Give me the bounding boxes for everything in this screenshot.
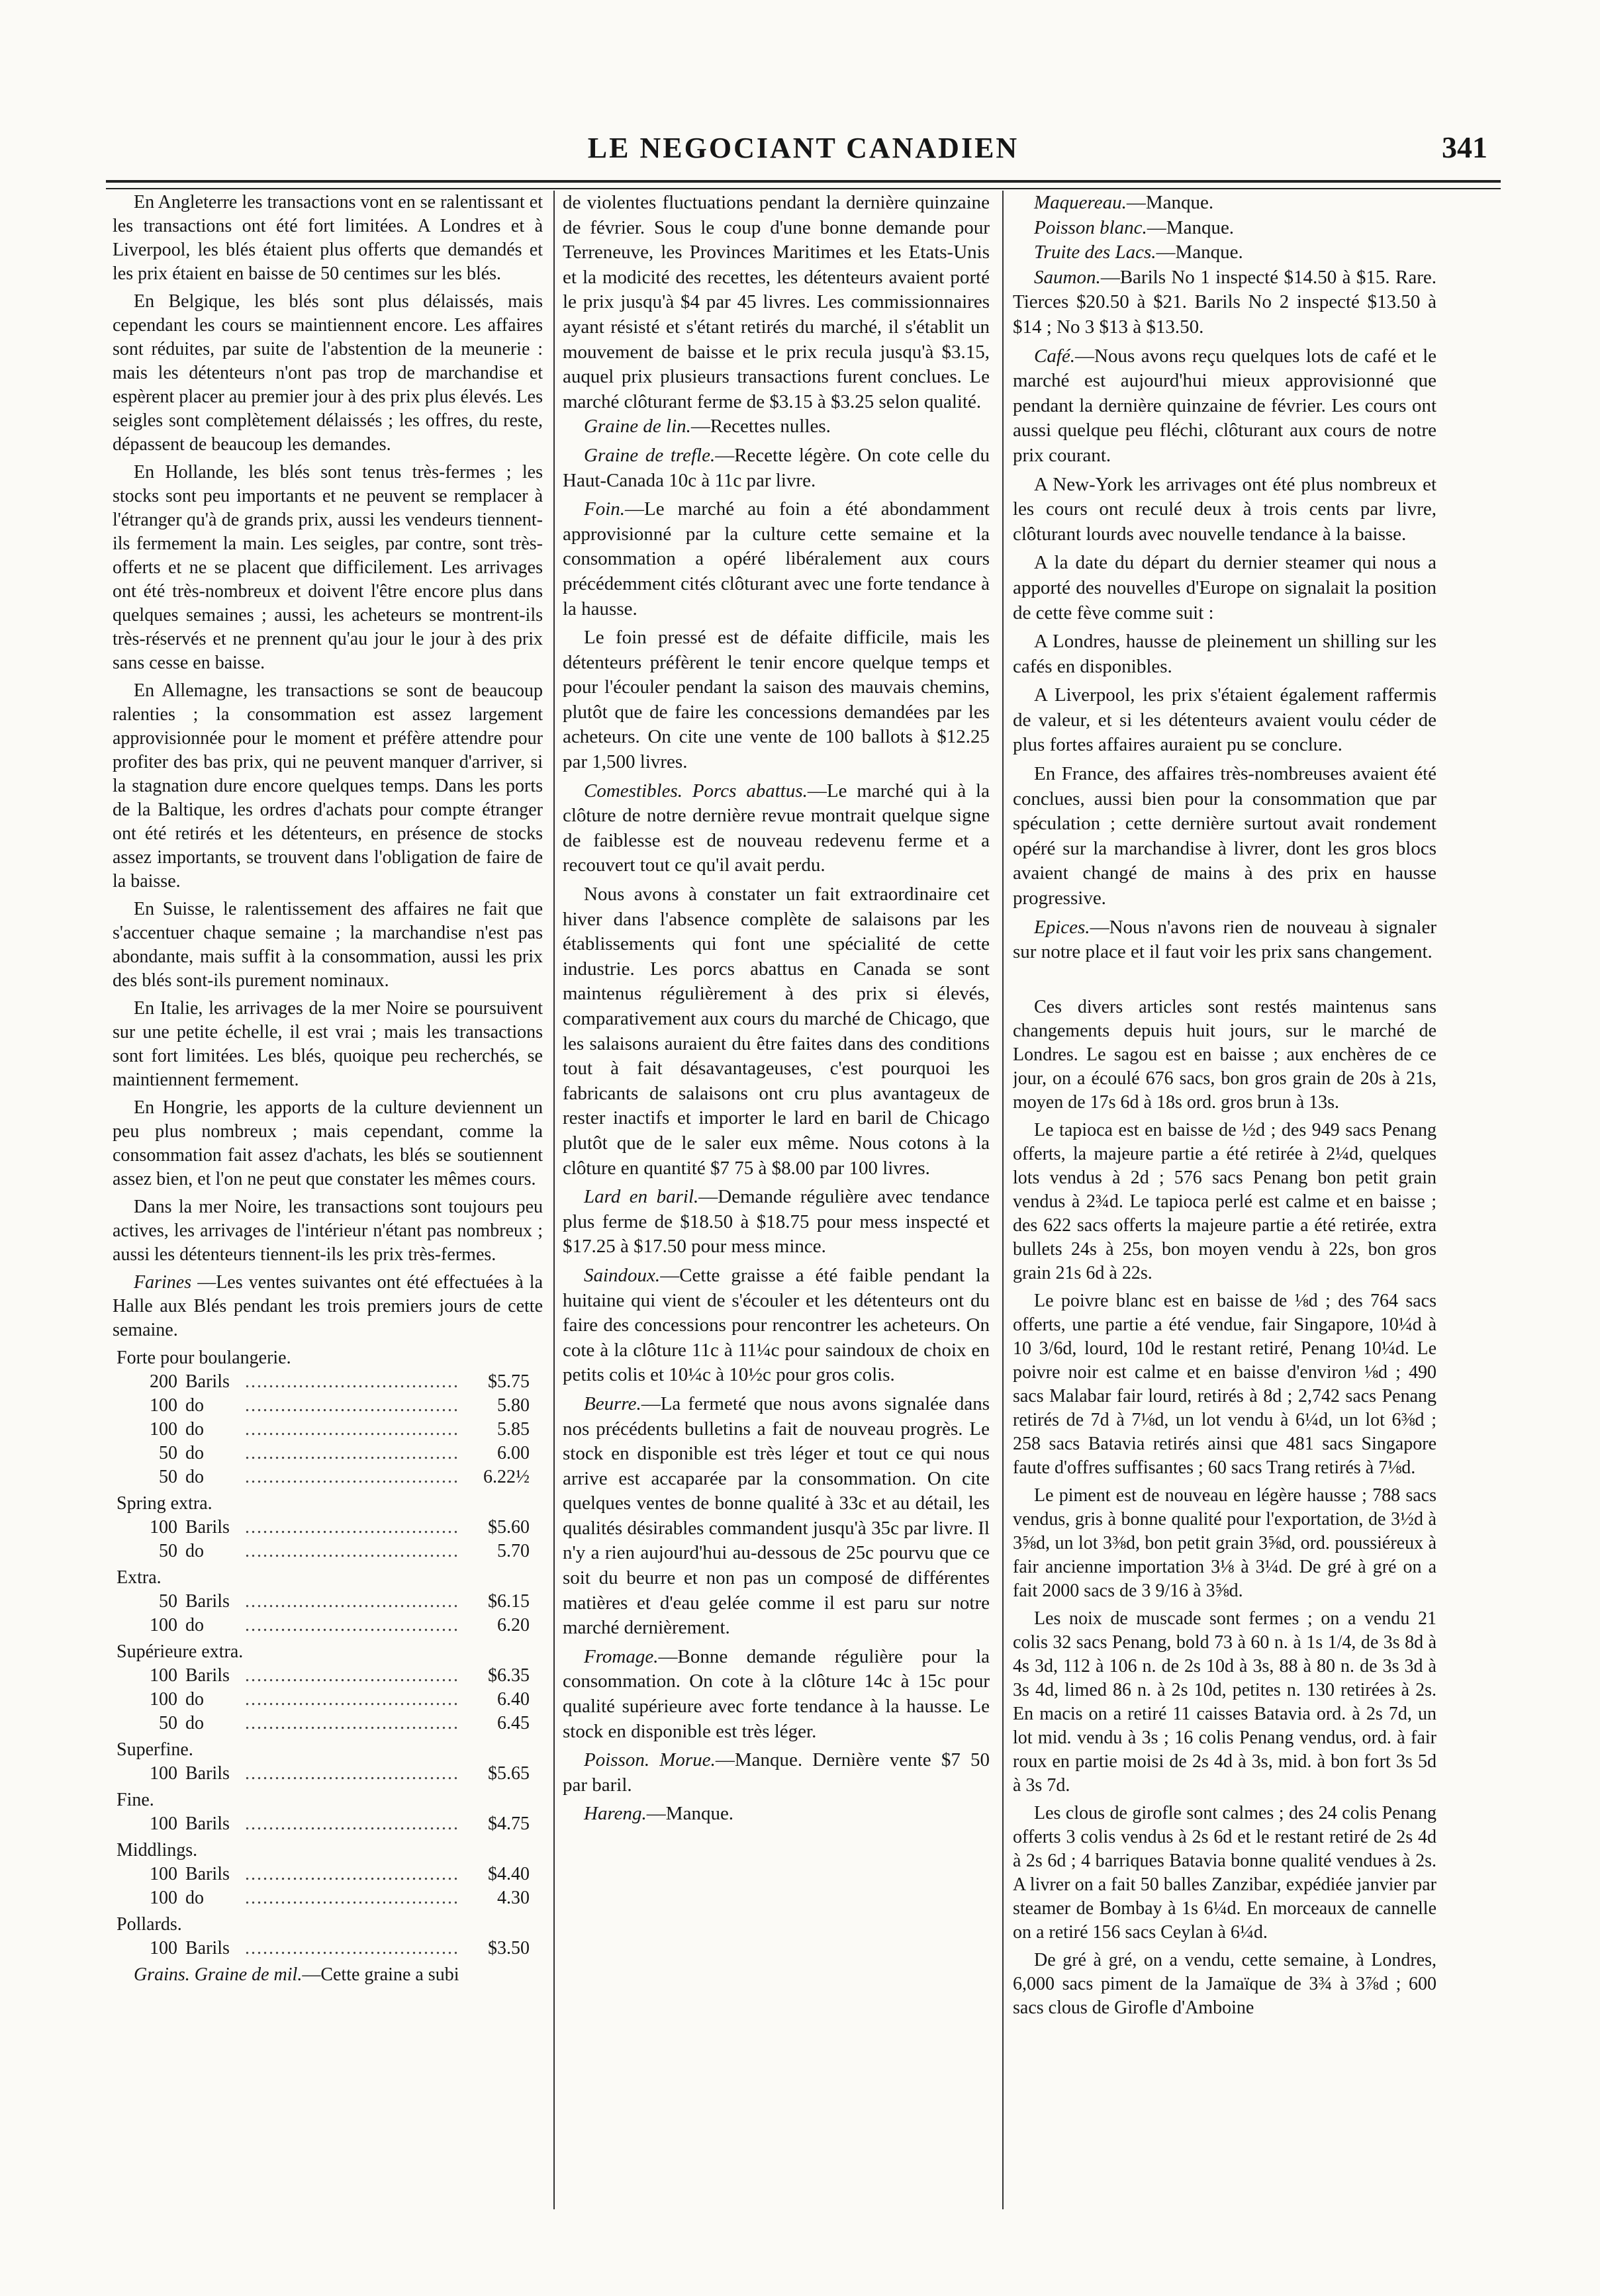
beurre-heading: Beurre.	[584, 1393, 641, 1414]
paragraph-girofle: Les clous de girofle sont calmes ; des 24 colis Penang offerts 3 colis vendus à 2s 6d et le restant retiré de 2s 4d à 2s 6d ; 4 barriques Batavia bonne qualité vendues à 2s. A livrer on a fait 50 balles Zanzibar, expédiée janvier par steamer de Bombay à 1s 6¼d. En morceaux de cannelle on a retiré 156 sacs Ceylan à 6¼d.	[1013, 1802, 1436, 1943]
farines-heading: Farines	[134, 1272, 192, 1293]
price-leaders: ....................................	[245, 1713, 459, 1733]
paragraph-france: En France, des affaires très-nombreuses avaient été conclues, aussi bien pour la consommation que par spéculation ; cette dernière surtout avait rondement opéré sur la marchandise à livrer, dont les gros blocs avaient changé de mains à des prix en hausse progressive.	[1013, 763, 1436, 909]
paragraph-salaisons: Nous avons à constater un fait extraordinaire cet hiver dans l'absence complète de salaisons par les établissements qui font une spécialité de cette industrie. Les porcs abattus en Canada se sont maintenus régulièrement à des prix si élevés, comparativement aux cours du marché de Chicago, que les salaisons auraient du être faites dans des conditions tout à fait désavantageuses, c'est pourquoi les fabricants de salaisons ont cru plus avantageux de rester inactifs et importer le lard en baril de Chicago plutôt que de le saler eux même. Nous cotons à la clôture en quantité $7 75 à $8.00 par 100 livres.	[563, 884, 990, 1179]
price-quantity: 100	[150, 1395, 177, 1416]
comestibles-heading: Comestibles. Porcs abattus.	[584, 780, 808, 802]
paragraph-graine-lin	[563, 414, 990, 439]
price-group-heading: Pollards.	[117, 1914, 182, 1935]
saumon-heading: Saumon.	[1034, 266, 1101, 288]
price-unit: Barils	[185, 1371, 230, 1392]
price-unit: do	[185, 1888, 204, 1908]
price-value: $3.50	[488, 1938, 530, 1958]
paragraph-grains	[113, 1963, 543, 1987]
paragraph-poivre: Le poivre blanc est en baisse de ⅛d ; des 764 sacs offerts, une partie a été vendue, fair Singapore, 10¼d à 10 3/6d, lourd, 10d le restant retiré, Penang 10¼d. Le poivre noir est calme et en baisse d'environ ⅛d ; 490 sacs Malabar fair lourd, retirés à 8d ; 2,742 sacs Penang retirés de 7d à 7⅛d, un lot vendu à 6¼d, un lot 6⅜d ; 258 sacs Batavia retirés ainsi que 481 sacs Singapore faute d'offres suffisantes ; 60 sacs Trang retirés à 7⅛d.	[1013, 1290, 1436, 1478]
price-unit: do	[185, 1689, 204, 1710]
price-line	[113, 1516, 543, 1539]
price-value: 6.00	[497, 1443, 530, 1463]
poisson-blanc-heading: Poisson blanc.	[1034, 216, 1147, 238]
price-line	[113, 1812, 543, 1836]
price-quantity: 100	[150, 1517, 177, 1538]
paragraph-cafe	[1013, 344, 1436, 469]
lard-heading: Lard en baril.	[584, 1186, 699, 1208]
price-quantity: 100	[150, 1763, 177, 1784]
hareng-text: —Manque.	[646, 1803, 734, 1825]
paragraph-sagou: Ces divers articles sont restés maintenus sans changements depuis huit jours, sur le marché de Londres. Le sagou est en baisse ; aux enchères de ce jour, on a écoulé 676 sacs, bon gros grain de 20s à 21s, moyen de 17s 6d à 18s ord. gros brun à 13s.	[1013, 996, 1436, 1113]
price-quantity: 50	[159, 1541, 177, 1561]
paragraph-poisson	[563, 1748, 990, 1798]
price-leaders: ....................................	[245, 1938, 459, 1958]
price-leaders: ....................................	[245, 1591, 459, 1612]
header-rule	[106, 180, 1501, 189]
flour-price-list	[113, 1346, 543, 1960]
price-quantity: 200	[150, 1371, 177, 1392]
paragraph-epices	[1013, 915, 1436, 965]
price-leaders: ....................................	[245, 1763, 459, 1784]
price-value: 5.70	[497, 1541, 530, 1561]
lin-heading: Graine de lin.	[584, 416, 691, 437]
section-gap	[1013, 969, 1436, 995]
column-2	[563, 191, 990, 2209]
price-unit: Barils	[185, 1814, 230, 1834]
price-unit: do	[185, 1541, 204, 1561]
price-leaders: ....................................	[245, 1665, 459, 1686]
price-value: $6.15	[488, 1591, 530, 1612]
price-quantity: 50	[159, 1591, 177, 1612]
maquereau-text: —Manque.	[1126, 192, 1214, 213]
paragraph-tapioca: Le tapioca est en baisse de ½d ; des 949 sacs Penang offerts, la majeure partie a été retirée à 2¼d, quelques lots vendus à 2d ; 576 sacs Penang bon petit grain vendus à 2¾d. Le tapioca perlé est calme et en baisse ; des 622 sacs offerts la majeure partie a été retirée, extra bullets 24s à 25s, bon moyen vendu à 22s, bon gros grain 21s 6d à 22s.	[1013, 1119, 1436, 1283]
poisson-heading: Poisson. Morue.	[584, 1749, 716, 1771]
price-leaders: ....................................	[245, 1615, 459, 1635]
price-line	[113, 1712, 543, 1735]
price-quantity: 100	[150, 1864, 177, 1884]
trefle-text: —Recette légère. On cote celle du Haut-Canada 10c à 11c par livre.	[563, 444, 990, 491]
poisson-text: —Manque. Dernière vente $7 50 par baril.	[563, 1749, 990, 1796]
price-group	[113, 1566, 543, 1637]
lard-text: —Demande régulière avec tendance plus ferme de $18.50 à $18.75 pour mess inspecté et $17.25 à $17.50 pour mess mince.	[563, 1186, 990, 1258]
price-leaders: ....................................	[245, 1395, 459, 1416]
price-line	[113, 1418, 543, 1442]
column-3	[1013, 191, 1436, 2209]
paragraph-mer-noire: Dans la mer Noire, les transactions sont toujours peu actives, les arrivages de l'intérieur n'étant pas nombreux ; aussi les détenteurs tiennent-ils les prix très-fermes.	[113, 1197, 543, 1265]
price-leaders: ....................................	[245, 1689, 459, 1710]
fromage-heading: Fromage.	[584, 1645, 659, 1667]
price-group	[113, 1640, 543, 1735]
paragraph-muscade: Les noix de muscade sont fermes ; on a vendu 21 colis 32 sacs Penang, bold 73 à 60 n. à 1s 1/4, de 3s 8d à 4s 3d, 112 à 106 n. de 2s 10d à 3s, 88 à 80 n. de 3s 3d à 3s 4d, limed 86 n. à 2s 10d, petites n. 130 retirées à 2s. En macis on a retiré 11 caisses Batavia ord. à 2s 7d, un lot mid. vendu à 3s ; 16 colis Penang vendus, ord. à fair roux en partie moisi de 2s 4d à 3s, mid. à bon fort 3s 5d à 3s 7d.	[1013, 1608, 1436, 1796]
price-line	[113, 1886, 543, 1910]
maquereau-heading: Maquereau.	[1034, 192, 1127, 213]
price-group	[113, 1788, 543, 1836]
price-line	[113, 1370, 543, 1394]
foin-text: —Le marché au foin a été abondamment approvisionné par la culture cette semaine et la consommation a opéré libéralement aux cours précédemment cités clôturant avec une forte tendance à la hausse.	[563, 498, 990, 620]
price-group	[113, 1738, 543, 1786]
paragraph-suisse: En Suisse, le ralentissement des affaires ne fait que s'accentuer chaque semaine ; la marchandise n'est pas abondante, mais suffit à la consommation, aussi les prix des blés sont-ils purement nominaux.	[113, 899, 543, 991]
price-value: 6.45	[497, 1713, 530, 1733]
price-leaders: ....................................	[245, 1541, 459, 1561]
paragraph-fromage	[563, 1645, 990, 1744]
cafe-text: —Nous avons reçu quelques lots de café et le marché est aujourd'hui mieux approvisionné que pendant la dernière quinzaine de février. Les cours ont aussi quelque peu fléchi, clôturant aux cours de notre prix courant.	[1013, 345, 1436, 466]
price-leaders: ....................................	[245, 1888, 459, 1908]
price-leaders: ....................................	[245, 1864, 459, 1884]
farines-text: —Les ventes suivantes ont été effectuées à la Halle aux Blés pendant les trois premiers jours de cette semaine.	[113, 1272, 543, 1340]
paragraph-allemagne: En Allemagne, les transactions se sont de beaucoup ralenties ; la consommation est assez largement approvisionnée pour le moment et préfère attendre pour profiter des bas prix, qui ne peuvent manquer d'arriver, si la stagnation dure encore quelques temps. Dans les ports de la Baltique, les ordres d'achats pour compte étranger ont été retirés et les détenteurs, en présence de stocks assez importants, se trouvent dans l'obligation de faire de la baisse.	[113, 680, 543, 892]
paragraph-hollande: En Hollande, les blés sont tenus très-fermes ; les stocks sont peu importants et ne peuvent se remplacer à l'étranger qu'à de grands prix, aussi les vendeurs tiennent-ils fermement la main. Les seigles, par contre, sont très-offerts et ne se placent que difficilement. Les arrivages ont été très-nombreux et doivent l'être encore plus dans quelques semaines ; aussi, les acheteurs se montrent-ils très-réservés et ne prennent qu'au jour le jour à des prix sans cesse en baisse.	[113, 462, 543, 673]
paragraph-mil-continued: de violentes fluctuations pendant la dernière quinzaine de février. Sous le coup d'une bonne demande pour Terreneuve, les Provinces Maritimes et les Etats-Unis et la modicité des recettes, les détenteurs avaient porté le prix jusqu'à $4 par 45 livres. Les commissionnaires ayant résisté et s'étant retirés du marché, il s'établit un mouvement de baisse et le prix recula jusqu'à $3.15, auquel prix plusieurs transactions furent conclues. Le marché clôturant ferme de $3.15 à $3.25 selon qualité.	[563, 192, 990, 412]
truite-text: —Manque.	[1156, 242, 1243, 263]
price-unit: do	[185, 1615, 204, 1635]
paragraph-gre-a-gre: De gré à gré, on a vendu, cette semaine, à Londres, 6,000 sacs piment de la Jamaïque de 3¾ à 3⅞d ; 600 sacs clous de Girofle d'Amboine	[1013, 1949, 1436, 2018]
fromage-text: —Bonne demande régulière pour la consommation. On cote à la clôture 14c à 15c pour qualité supérieure avec forte tendance à la hausse. Le stock en disponible est très léger.	[563, 1645, 990, 1742]
price-leaders: ....................................	[245, 1419, 459, 1440]
price-quantity: 100	[150, 1419, 177, 1440]
price-leaders: ....................................	[245, 1814, 459, 1834]
epices-text: —Nous n'avons rien de nouveau à signaler sur notre place et il faut voir les prix sans changement.	[1013, 916, 1436, 963]
price-unit: Barils	[185, 1938, 230, 1958]
price-leaders: ....................................	[245, 1371, 459, 1392]
price-quantity: 50	[159, 1713, 177, 1733]
trefle-heading: Graine de trefle.	[584, 444, 716, 466]
price-line	[113, 1442, 543, 1465]
price-quantity: 100	[150, 1938, 177, 1958]
paragraph-italie: En Italie, les arrivages de la mer Noire se poursuivent sur une petite échelle, il est vrai ; mais les transactions sont fort limitées. Les blés, quoique peu recherchés, se maintiennent fermement.	[113, 998, 543, 1090]
paragraph-new-york: A New-York les arrivages ont été plus nombreux et les cours ont reculé deux à trois cents par livre, clôturant lourds avec nouvelle tendance à la baisse.	[1013, 473, 1436, 545]
lin-text: —Recettes nulles.	[690, 416, 831, 437]
paragraph-piment: Le piment est de nouveau en légère hausse ; 788 sacs vendus, gris à bonne qualité pour l'exportation, de 3½d à 3⅝d, un lot 3⅜d, bon petit grain 3⅝d, ord. poussiéreux à fair ancienne importation 3⅛ à 3¼d. De gré à gré on a fait 2000 sacs de 3 9/16 à 3⅝d.	[1013, 1485, 1436, 1601]
price-unit: Barils	[185, 1763, 230, 1784]
price-value: 4.30	[497, 1888, 530, 1908]
price-quantity: 50	[159, 1443, 177, 1463]
paragraph-graine-trefle	[563, 443, 990, 493]
price-unit: Barils	[185, 1864, 230, 1884]
price-group-heading: Fine.	[117, 1790, 154, 1810]
price-line	[113, 1465, 543, 1489]
running-title: LE NEGOCIANT CANADIEN	[587, 132, 1019, 164]
grains-text: —Cette graine a subi	[302, 1964, 459, 1985]
price-group-heading: Superfine.	[117, 1739, 193, 1760]
paragraph-foin	[563, 497, 990, 621]
price-line	[113, 1539, 543, 1563]
paragraph-belgique: En Belgique, les blés sont plus délaissés, mais cependant les cours se maintiennent encore. Les affaires sont réduites, par suite de l'abstention de la meunerie : mais les détenteurs n'ont pas trop de marchandise et espèrent placer au premier jour à des prix plus élevés. Les seigles sont complètement délaissés ; les offres, du reste, dépassent de beaucoup les demandes.	[113, 291, 543, 455]
comestibles-text: —Le marché qui à la clôture de notre dernière revue montrait quelque signe de faiblesse est de nouveau redevenu ferme et a recouvert tout ce qu'il avait perdu.	[563, 780, 990, 876]
price-line	[113, 1762, 543, 1786]
price-line	[113, 1688, 543, 1712]
price-unit: do	[185, 1713, 204, 1733]
price-line	[113, 1664, 543, 1688]
price-group-heading: Spring extra.	[117, 1493, 212, 1514]
price-quantity: 100	[150, 1615, 177, 1635]
paragraph-beurre	[563, 1392, 990, 1641]
price-unit: do	[185, 1395, 204, 1416]
price-group-heading: Extra.	[117, 1567, 162, 1588]
paragraph-saumon	[1013, 265, 1436, 340]
paragraph-saindoux	[563, 1263, 990, 1388]
paragraph-lard	[563, 1185, 990, 1260]
price-value: 6.20	[497, 1615, 530, 1635]
column-rule-left	[553, 191, 555, 2209]
price-unit: Barils	[185, 1665, 230, 1686]
column-1	[113, 191, 543, 2209]
paragraph-poisson-blanc	[1013, 216, 1436, 241]
price-quantity: 100	[150, 1689, 177, 1710]
paragraph-maquereau	[1013, 191, 1436, 216]
paragraph-europe: A la date du départ du dernier steamer qui nous a apporté des nouvelles d'Europe on signalait la position de cette fève comme suit :	[1013, 552, 1436, 623]
saindoux-heading: Saindoux.	[584, 1264, 661, 1286]
price-quantity: 100	[150, 1814, 177, 1834]
price-value: $6.35	[488, 1665, 530, 1686]
price-unit: Barils	[185, 1591, 230, 1612]
price-leaders: ....................................	[245, 1467, 459, 1487]
price-quantity: 50	[159, 1467, 177, 1487]
running-head	[106, 126, 1501, 172]
price-group	[113, 1492, 543, 1563]
price-group-heading: Forte pour boulangerie.	[117, 1348, 291, 1368]
paragraph-hongrie: En Hongrie, les apports de la culture deviennent un peu plus nombreux ; mais cependant, comme la consommation fait assez d'achats, les blés se soutiennent assez bien, et l'on ne peut que constater les mêmes cours.	[113, 1097, 543, 1189]
cafe-heading: Café.	[1034, 345, 1076, 367]
paragraph-londres: A Londres, hausse de pleinement un shilling sur les cafés en disponibles.	[1013, 631, 1436, 677]
price-value: 6.40	[497, 1689, 530, 1710]
paragraph-angleterre: En Angleterre les transactions vont en se ralentissant et les transactions ont été fort limitées. A Londres et à Liverpool, les blés étaient plus offerts que demandés et les prix étaient en baisse de 50 centimes sur les blés.	[113, 192, 543, 284]
price-line	[113, 1590, 543, 1614]
truite-heading: Truite des Lacs.	[1034, 242, 1156, 263]
price-unit: do	[185, 1443, 204, 1463]
price-line	[113, 1862, 543, 1886]
column-rule-right	[1002, 191, 1004, 2209]
saumon-text: —Barils No 1 inspecté $14.50 à $15. Rare. Tierces $20.50 à $21. Barils No 2 inspecté $13.50 à $14 ; No 3 $13 à $13.50.	[1013, 266, 1436, 338]
price-quantity: 100	[150, 1665, 177, 1686]
paragraph-comestibles	[563, 779, 990, 878]
foin-heading: Foin.	[584, 498, 626, 520]
price-line	[113, 1394, 543, 1418]
price-unit: do	[185, 1467, 204, 1487]
price-group	[113, 1346, 543, 1489]
price-line	[113, 1614, 543, 1637]
price-value: $4.75	[488, 1814, 530, 1834]
paragraph-truite	[1013, 240, 1436, 265]
price-value: $5.60	[488, 1517, 530, 1538]
price-group	[113, 1913, 543, 1960]
price-unit: Barils	[185, 1517, 230, 1538]
poisson-blanc-text: —Manque.	[1147, 216, 1235, 238]
paragraph-hareng	[563, 1802, 990, 1827]
price-value: 5.85	[497, 1419, 530, 1440]
price-unit: do	[185, 1419, 204, 1440]
paragraph-farines	[113, 1271, 543, 1342]
grains-heading: Grains. Graine de mil.	[134, 1964, 303, 1985]
price-line	[113, 1937, 543, 1960]
price-quantity: 100	[150, 1888, 177, 1908]
price-value: 5.80	[497, 1395, 530, 1416]
price-value: 6.22½	[483, 1467, 530, 1487]
price-group-heading: Middlings.	[117, 1840, 198, 1860]
price-value: $5.75	[488, 1371, 530, 1392]
price-group	[113, 1839, 543, 1910]
paragraph-liverpool: A Liverpool, les prix s'étaient également raffermis de valeur, et si les détenteurs avaient voulu céder de plus fortes affaires auraient pu se conclure.	[1013, 684, 1436, 756]
price-value: $5.65	[488, 1763, 530, 1784]
saindoux-text: —Cette graisse a été faible pendant la huitaine qui vient de s'écouler et les détenteurs ont du faire des concessions pour rencontrer les acheteurs. On cote à la clôture 11c à 11¼c pour saindoux de choix en petits colis et 10¼c à 10½c pour gros colis.	[563, 1264, 990, 1386]
price-leaders: ....................................	[245, 1517, 459, 1538]
price-group-heading: Supérieure extra.	[117, 1641, 244, 1662]
hareng-heading: Hareng.	[584, 1803, 647, 1825]
page-number: 341	[1442, 130, 1487, 164]
epices-heading: Epices.	[1034, 916, 1090, 938]
paragraph-foin-presse: Le foin pressé est de défaite difficile, mais les détenteurs préfèrent le tenir encore quelque temps et pour l'écouler pendant la saison des mauvais chemins, plutôt que de faire les concessions demandées par les acheteurs. On cite une vente de 100 ballots à $12.25 par 1,500 livres.	[563, 627, 990, 773]
price-value: $4.40	[488, 1864, 530, 1884]
price-leaders: ....................................	[245, 1443, 459, 1463]
beurre-text: —La fermeté que nous avons signalée dans nos précédents bulletins a fait de nouveau progrès. Le stock en disponible est très léger et tout ce qui nous arrive est accaparée par la consommation. On cite quelques ventes de bonne qualité à 33c et au détail, les qualités désirables commandent jusqu'à 35c par livre. Il n'y a rien aujourd'hui au-dessous de 25c pourvu que ce soit du beurre et non pas un composé de différentes matières et d'eau gelée comme il est paru sur notre marché dernièrement.	[563, 1393, 990, 1639]
